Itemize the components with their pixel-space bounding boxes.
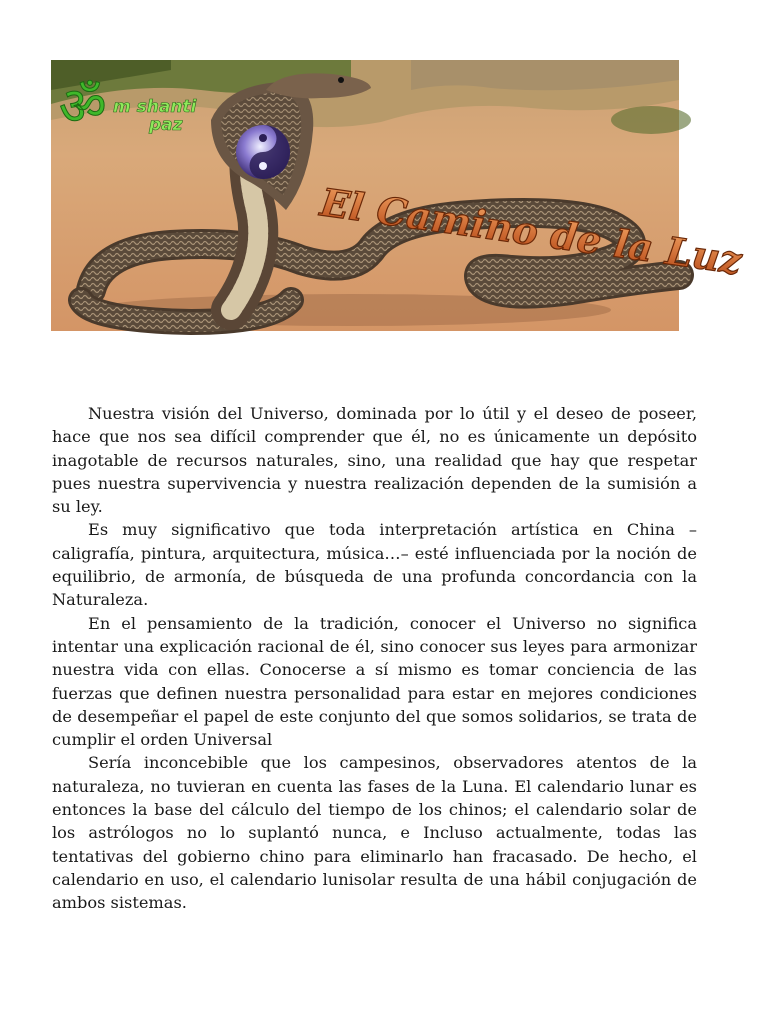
logo-line-2: paz (149, 115, 183, 135)
om-symbol: ॐ (59, 77, 107, 137)
logo-line-1: m shanti (113, 97, 197, 117)
paragraph: Sería inconcebible que los campesinos, observadores atentos de la naturaleza, no tuvieran en cuenta las fases de la Luna. El calendario lunar es entonces la base del cálculo del tiempo de los chinos; el calendario solar de los astrólogos no lo suplantó nunca, e Incluso actualmente, todas las tentativas del gobierno chino para eliminarlo han fracasado. De hecho, el calendario en uso, el calendario lunisolar resulta de una hábil conjugación de ambos sistemas. (52, 753, 697, 913)
paragraph: En el pensamiento de la tradición, conocer el Universo no significa intentar una explicación racional de él, sino conocer sus leyes para armonizar nuestra vida con ellas. Conocerse a sí mismo es tomar conciencia de las fuerzas que definen nuestra personalidad para estar en mejores condiciones de desempeñar el papel de este conjunto del que somos solidarios, se trata de cumplir el orden Universal (52, 613, 697, 750)
header-banner (51, 60, 745, 331)
yin-yang-icon (236, 125, 290, 179)
paragraph: Nuestra visión del Universo, dominada por lo útil y el deseo de poseer, hace que nos sea difícil comprender que él, no es únicamente un depósito inagotable de recursos naturales, sino, una realidad que hay que respetar pues nuestra supervivencia y nuestra realización dependen de la sumisión a su ley. (52, 404, 697, 517)
paragraph: Es muy significativo que toda interpretación artística en China – caligrafía, pintura, arquitectura, música…– esté influenciada por la noción de equilibrio, de armonía, de búsqueda de una profunda concordancia con la Naturaleza. (52, 520, 697, 610)
banner-title: El Camino de la Luz (317, 179, 745, 283)
article-body (52, 402, 697, 915)
cobra-banner-image (51, 60, 745, 331)
